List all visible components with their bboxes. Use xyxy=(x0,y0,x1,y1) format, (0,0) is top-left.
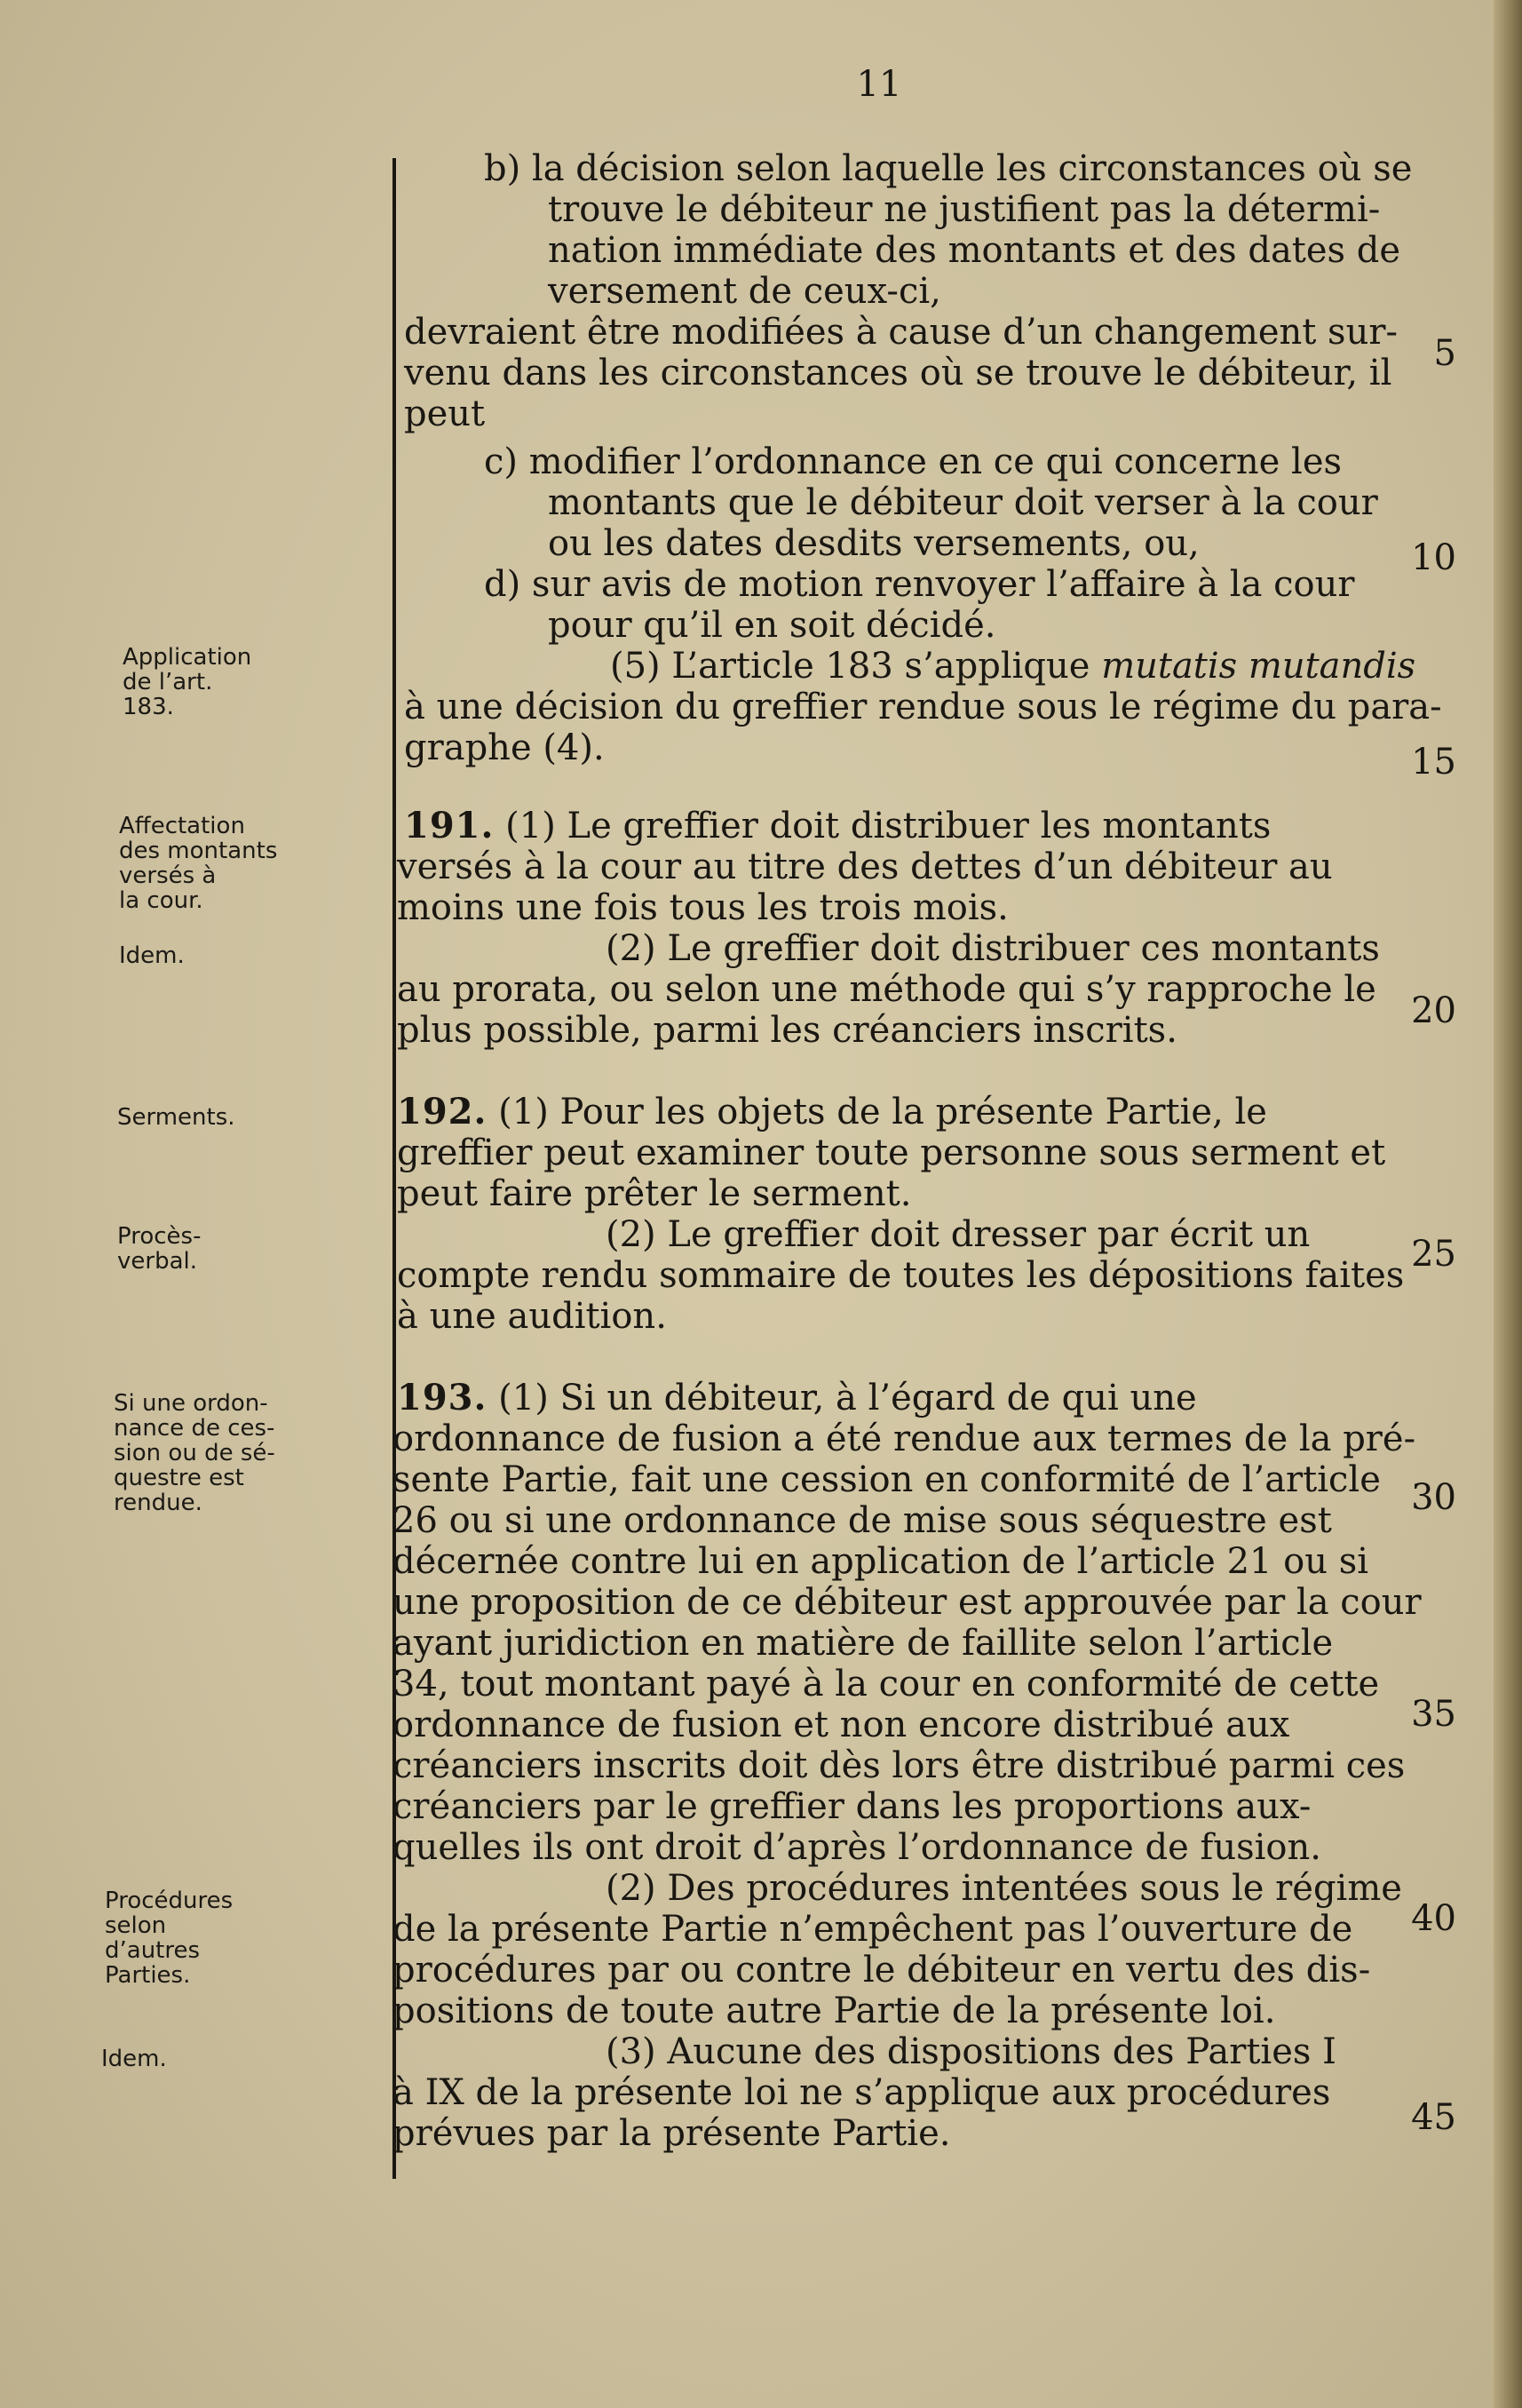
line-text: venu dans les circonstances où se trouve le débiteur, il xyxy=(404,353,1392,393)
margin-note: Si une ordon- nance de ces- sion ou de sé- questre est rendue. xyxy=(114,1390,275,1516)
line-text: ayant juridiction en matière de faillite selon l’article xyxy=(392,1623,1334,1664)
line-text: devraient être modifiées à cause d’un changement sur- xyxy=(404,312,1398,353)
text-line xyxy=(606,1869,1402,1908)
section-number: 193. xyxy=(397,1377,488,1419)
line-text: trouve le débiteur ne justifient pas la détermi- xyxy=(548,189,1381,230)
text-line xyxy=(484,442,1342,481)
line-text: greffier peut examiner toute personne sous serment et xyxy=(397,1132,1386,1173)
line-text: (5) L’article 183 s’applique xyxy=(610,646,1102,687)
text-line xyxy=(548,231,1400,270)
line-text: décernée contre lui en application de l’article 21 ou si xyxy=(392,1541,1369,1582)
text-line xyxy=(392,1583,1422,1622)
line-text: versés à la cour au titre des dettes d’un débiteur au xyxy=(397,846,1333,887)
text-line xyxy=(404,728,605,767)
text-line xyxy=(548,483,1378,522)
line-text: plus possible, parmi les créanciers inscrits. xyxy=(397,1010,1177,1051)
line-text: positions de toute autre Partie de la présente loi. xyxy=(392,1991,1276,2031)
line-text: (2) Le greffier doit dresser par écrit un xyxy=(606,1214,1311,1255)
text-line xyxy=(548,272,941,311)
text-line xyxy=(392,1787,1311,1826)
text-line xyxy=(392,1828,1321,1867)
line-text: ou les dates desdits versements, ou, xyxy=(548,523,1200,564)
line-text: peut xyxy=(404,393,486,434)
text-line xyxy=(606,2032,1336,2071)
margin-note: Idem. xyxy=(101,2046,167,2072)
line-text: (2) Le greffier doit distribuer ces montants xyxy=(606,928,1380,969)
margin-note: Procès- verbal. xyxy=(117,1223,202,1275)
line-text: procédures par ou contre le débiteur en vertu des dis- xyxy=(392,1950,1371,1991)
text-line xyxy=(392,1665,1379,1704)
line-text: b) la décision selon laquelle les circonstances où se xyxy=(484,148,1413,189)
text-line xyxy=(404,687,1442,727)
line-text: graphe (4). xyxy=(404,727,605,768)
text-line xyxy=(484,565,1355,604)
section-heading-line xyxy=(404,807,1271,846)
text-line xyxy=(392,1951,1370,1990)
line-number: 15 xyxy=(1411,742,1456,783)
text-line xyxy=(404,394,485,433)
line-text: à une audition. xyxy=(397,1296,667,1337)
line-text: d) sur avis de motion renvoyer l’affaire à la cour xyxy=(484,564,1355,605)
margin-note: Application de l’art. 183. xyxy=(123,644,252,720)
margin-note: Procédures selon d’autres Parties. xyxy=(105,1887,234,1989)
line-text: compte rendu sommaire de toutes les dépositions faites xyxy=(397,1255,1405,1296)
text-line xyxy=(606,929,1380,968)
line-number: 10 xyxy=(1411,537,1456,578)
section-number: 192. xyxy=(397,1091,488,1132)
line-number: 5 xyxy=(1433,333,1456,374)
text-line xyxy=(392,1542,1368,1581)
line-text: ordonnance de fusion a été rendue aux termes de la pré- xyxy=(392,1419,1416,1459)
page-edge xyxy=(1494,0,1522,2408)
line-number: 45 xyxy=(1411,2097,1456,2138)
line-text: une proposition de ce débiteur est approuvée par la cour xyxy=(392,1582,1422,1623)
text-line xyxy=(392,1624,1333,1663)
margin-note: Serments. xyxy=(117,1104,235,1131)
line-text: pour qu’il en soit décidé. xyxy=(548,605,996,646)
line-text: à IX de la présente loi ne s’applique aux procédures xyxy=(392,2072,1331,2113)
line-text: (1) Si un débiteur, à l’égard de qui une xyxy=(487,1378,1197,1419)
text-line xyxy=(397,1011,1177,1050)
text-line xyxy=(392,1419,1415,1458)
line-text: 34, tout montant payé à la cour en conformité de cette xyxy=(392,1664,1380,1705)
line-text: au prorata, ou selon une méthode qui s’y rapproche le xyxy=(397,969,1376,1010)
line-number: 20 xyxy=(1411,990,1456,1031)
text-line xyxy=(392,2114,950,2153)
line-number: 30 xyxy=(1411,1477,1456,1518)
line-text: (3) Aucune des dispositions des Parties I xyxy=(606,2031,1336,2072)
page-number: 11 xyxy=(856,64,902,105)
line-text: prévues par la présente Partie. xyxy=(392,2113,951,2154)
text-line xyxy=(484,149,1412,188)
text-line xyxy=(397,1133,1385,1172)
text-line xyxy=(548,606,995,645)
line-text: nation immédiate des montants et des dates de xyxy=(548,230,1401,271)
text-line xyxy=(610,647,1415,686)
line-text: 26 ou si une ordonnance de mise sous séquestre est xyxy=(392,1500,1332,1541)
section-heading-line xyxy=(397,1379,1197,1418)
section-heading-line xyxy=(397,1093,1267,1132)
line-text: (1) Le greffier doit distribuer les montants xyxy=(494,806,1272,846)
text-line xyxy=(548,190,1380,229)
text-line xyxy=(397,1174,911,1213)
text-line xyxy=(397,1297,667,1336)
text-line xyxy=(392,1991,1275,2031)
line-text: montants que le débiteur doit verser à la cour xyxy=(548,482,1378,523)
line-text: ordonnance de fusion et non encore distribué aux xyxy=(392,1705,1290,1745)
text-line xyxy=(392,2073,1330,2112)
line-text: peut faire prêter le serment. xyxy=(397,1173,912,1214)
line-text: créanciers par le greffier dans les proportions aux- xyxy=(392,1786,1312,1827)
text-line xyxy=(392,1705,1289,1744)
text-line xyxy=(392,1910,1352,1949)
line-text: de la présente Partie n’empêchent pas l’ouverture de xyxy=(392,1909,1353,1950)
text-line xyxy=(392,1501,1332,1540)
line-text: sente Partie, fait une cession en conformité de l’article xyxy=(392,1459,1381,1500)
text-line xyxy=(548,524,1200,563)
line-text: moins une fois tous les trois mois. xyxy=(397,887,1009,928)
line-text: à une décision du greffier rendue sous le régime du para- xyxy=(404,687,1442,727)
line-number: 35 xyxy=(1411,1694,1456,1735)
line-text: versement de ceux-ci, xyxy=(548,271,941,312)
text-line xyxy=(404,313,1398,352)
line-text: quelles ils ont droit d’après l’ordonnance de fusion. xyxy=(392,1827,1321,1868)
text-line xyxy=(392,1746,1405,1785)
margin-note: Affectation des montants versés à la cour. xyxy=(119,813,278,914)
line-text: créanciers inscrits doit dès lors être distribué parmi ces xyxy=(392,1745,1406,1786)
text-line xyxy=(397,888,1009,927)
left-margin-rule xyxy=(392,158,396,2179)
text-line xyxy=(397,970,1376,1009)
italic-phrase: mutatis mutandis xyxy=(1101,646,1416,687)
text-line xyxy=(392,1460,1381,1499)
section-number: 191. xyxy=(404,805,495,846)
margin-note: Idem. xyxy=(119,942,185,969)
line-text: c) modifier l’ordonnance en ce qui concerne les xyxy=(484,441,1343,482)
text-line xyxy=(397,847,1333,886)
text-line xyxy=(404,354,1391,393)
line-text: (2) Des procédures intentées sous le régime xyxy=(606,1868,1402,1909)
line-number: 40 xyxy=(1411,1898,1456,1939)
line-number: 25 xyxy=(1411,1234,1456,1275)
line-text: (1) Pour les objets de la présente Partie, le xyxy=(487,1092,1267,1132)
text-line xyxy=(606,1215,1310,1254)
text-line xyxy=(397,1256,1404,1295)
